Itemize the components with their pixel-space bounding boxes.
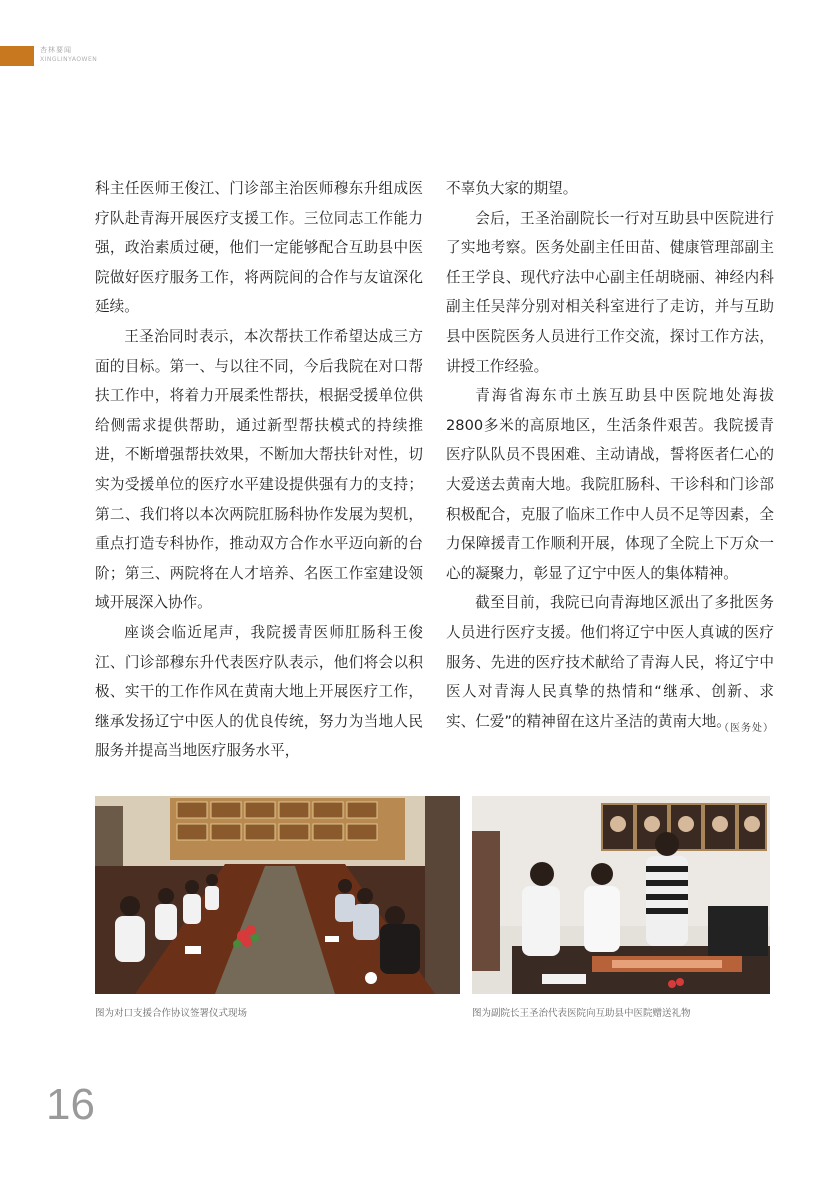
paragraph: 青海省海东市土族互助县中医院地处海拔2800多米的高原地区，生活条件艰苦。我院援青医疗队队员不畏困难、主动请战，誓将医者仁心的大爱送去黄南大地。我院肛肠科、干诊科和门诊部积极配合，克服了临床工作中人员不足等因素，全力保障援青工作顺利开展，体现了全院上下万众一心的凝聚力，彰显了辽宁中医人的集体精神。: [446, 387, 774, 582]
paragraph: 截至目前，我院已向青海地区派出了多批医务人员进行医疗支援。他们将辽宁中医人真诚的医疗服务、先进的医疗技术献给了青海人民，将辽宁中医人对青海人民真挚的热情和“继承、创新、求实、仁爱”的精神留在这片圣洁的黄南大地。: [446, 594, 774, 730]
left-text-column: [95, 174, 423, 766]
page-number: 16: [46, 1080, 95, 1129]
section-title-en: XINGLINYAOWEN: [40, 56, 98, 63]
section-title: 杏林要闻: [40, 46, 72, 54]
paragraph: 不辜负大家的期望。: [446, 180, 578, 197]
section-marker: [0, 46, 34, 66]
paragraph: 会后，王圣治副院长一行对互助县中医院进行了实地考察。医务处副主任田苗、健康管理部副主任王学良、现代疗法中心副主任胡晓丽、神经内科副主任吴萍分别对相关科室进行了走访，并与互助县中医院医务人员进行工作交流，探讨工作方法，讲授工作经验。: [446, 209, 774, 375]
photo-caption-right: 图为副院长王圣治代表医院向互助县中医院赠送礼物: [472, 1008, 691, 1019]
paragraph: 王圣治同时表示，本次帮扶工作希望达成三方面的目标。第一、与以往不同，今后我院在对口帮扶工作中，将着力开展柔性帮扶，根据受援单位供给侧需求提供帮助，通过新型帮扶模式的持续推进，不断增强帮扶效果，不断加大帮扶针对性，切实为受援单位的医疗水平建设提供强有力的支持；第二、我们将以本次两院肛肠科协作发展为契机，重点打造专科协作，推动双方合作水平迈向新的台阶；第三、两院将在人才培养、名医工作室建设领域开展深入协作。: [95, 327, 423, 612]
paragraph: 座谈会临近尾声，我院援青医师肛肠科王俊江、门诊部穆东升代表医疗队表示，他们将会以积极、实干的工作作风在黄南大地上开展医疗工作，继承发扬辽宁中医人的优良传统，努力为当地人民服务并提高当地医疗服务水平，: [95, 623, 423, 760]
gift-presentation-photo: [472, 796, 770, 994]
paragraph: 科主任医师王俊江、门诊部主治医师穆东升组成医疗队赴青海开展医疗支援工作。三位同志工作能力强，政治素质过硬，他们一定能够配合互助县中医院做好医疗服务工作，将两院间的合作与友谊深化延续。: [95, 180, 423, 316]
meeting-photo: [95, 796, 460, 994]
gift-presentation-image: [472, 796, 770, 994]
meeting-photo-image: [95, 796, 460, 994]
right-text-column: [446, 174, 774, 744]
author-signature: （医务处）: [719, 723, 774, 735]
photo-caption-left: 图为对口支援合作协议签署仪式现场: [95, 1008, 248, 1019]
